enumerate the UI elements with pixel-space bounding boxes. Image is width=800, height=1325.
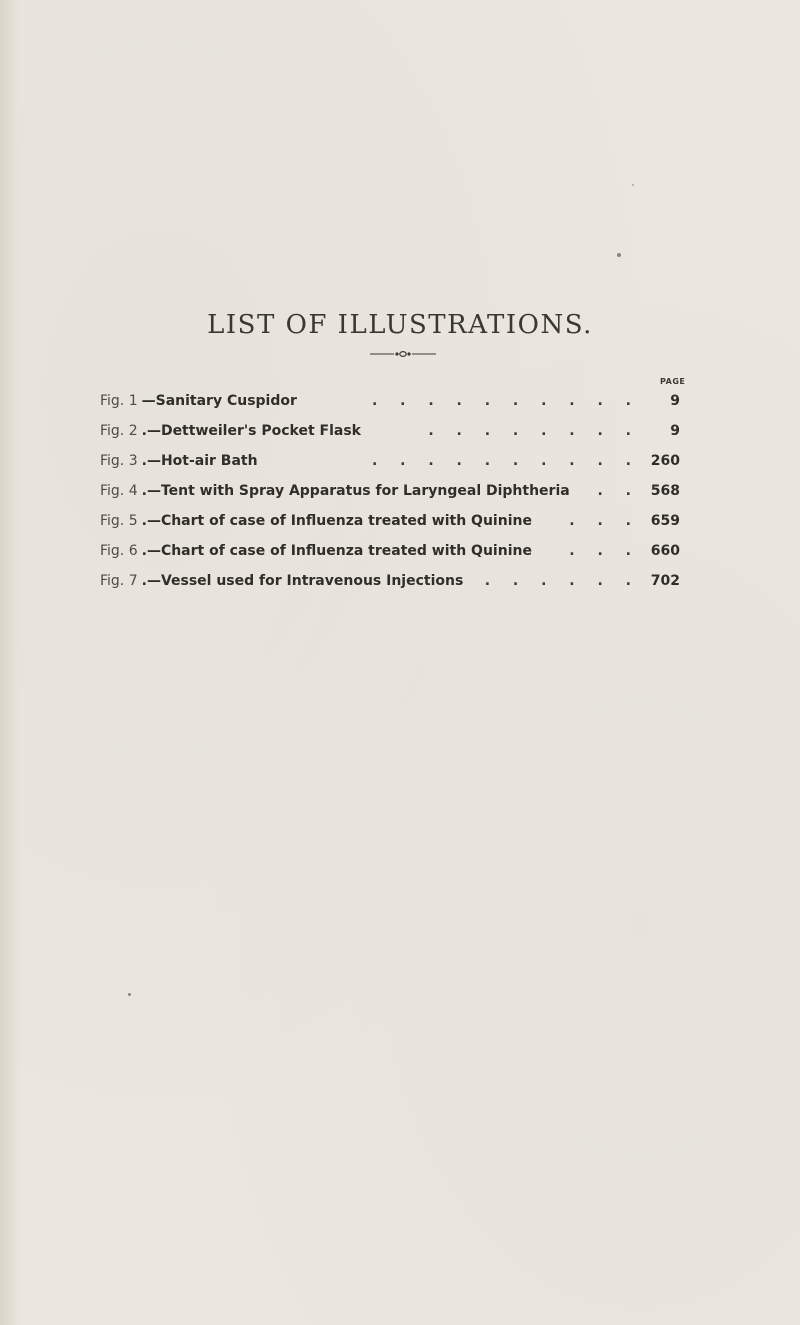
- page-number: 568: [650, 483, 680, 499]
- list-item: [100, 513, 680, 543]
- title-ornament-divider: [370, 349, 436, 359]
- page-number: 260: [650, 453, 680, 469]
- figure-caption: —Sanitary Cuspidor: [141, 393, 297, 409]
- figure-number: Fig. 7: [100, 573, 138, 589]
- paper-speck: [128, 993, 131, 996]
- list-item: [100, 393, 680, 423]
- figure-number: Fig. 6: [100, 543, 138, 559]
- paper-speck: [617, 253, 621, 257]
- dot-leader: . . .: [569, 543, 640, 559]
- list-item: [100, 423, 680, 453]
- list-item: [100, 453, 680, 483]
- dot-leader: . . . . . . . . . .: [371, 453, 640, 469]
- figure-caption: .—Vessel used for Intravenous Injections: [141, 573, 464, 589]
- figure-caption: .—Chart of case of Influenza treated with Quinine: [141, 513, 532, 529]
- page-gutter-shadow: [0, 0, 22, 1325]
- figure-caption: .—Dettweiler's Pocket Flask: [141, 423, 361, 439]
- figure-caption: .—Tent with Spray Apparatus for Laryngeal Diphtheria: [141, 483, 570, 499]
- paper-speck: [632, 184, 634, 186]
- page-number: 659: [650, 513, 680, 529]
- figure-number: Fig. 4: [100, 483, 138, 499]
- dot-leader: . . . . . .: [484, 573, 640, 589]
- figure-caption: .—Hot-air Bath: [141, 453, 258, 469]
- figure-number: Fig. 1: [100, 393, 138, 409]
- dot-leader: . . . . . . . . . .: [371, 393, 640, 409]
- list-item: [100, 483, 680, 513]
- figure-number: Fig. 2: [100, 423, 138, 439]
- figure-caption: .—Chart of case of Influenza treated with Quinine: [141, 543, 532, 559]
- page-title: LIST OF ILLUSTRATIONS.: [207, 310, 593, 340]
- list-item: [100, 573, 680, 603]
- figure-number: Fig. 5: [100, 513, 138, 529]
- page-number: 9: [670, 423, 680, 439]
- list-item: [100, 543, 680, 573]
- page-number: 660: [650, 543, 680, 559]
- figure-number: Fig. 3: [100, 453, 138, 469]
- page-number: 702: [650, 573, 680, 589]
- dot-leader: . . . . . . . .: [428, 423, 640, 439]
- page-column-header: PAGE: [660, 377, 686, 386]
- illustrations-list: [100, 393, 680, 603]
- dot-leader: . . .: [569, 513, 640, 529]
- page-number: 9: [670, 393, 680, 409]
- dot-leader: . .: [597, 483, 640, 499]
